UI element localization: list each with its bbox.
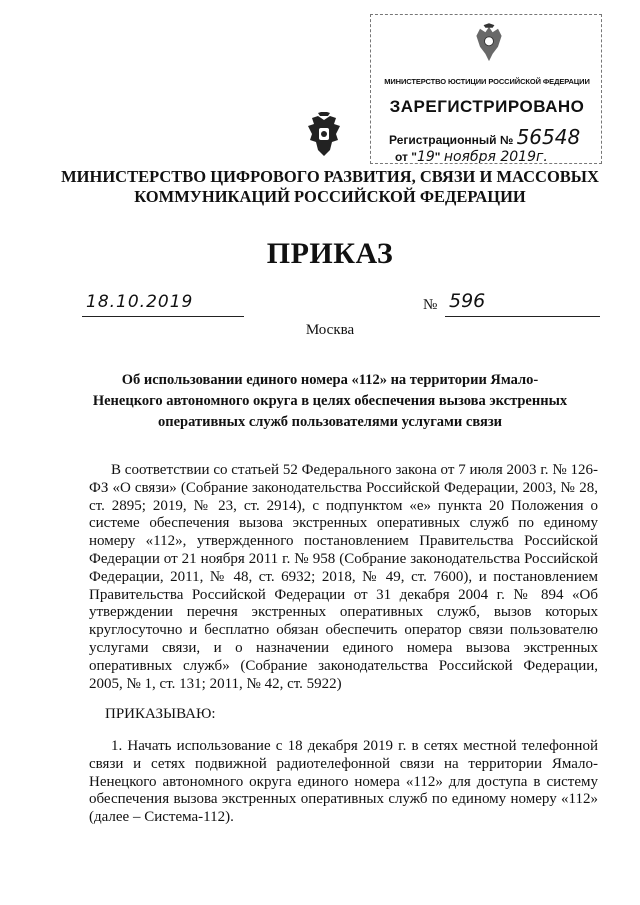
ministry-name: МИНИСТЕРСТВО ЦИФРОВОГО РАЗВИТИЯ, СВЯЗИ И МАССОВЫХ КОММУНИКАЦИЙ РОССИЙСКОЙ ФЕДЕРАЦИИ <box>61 167 599 206</box>
body-paragraph-preamble: В соответствии со статьей 52 Федерального закона от 7 июля 2003 г. № 126-ФЗ «О связи» (Собрание законодательства Российской Федерации, 2003, № 28, ст. 2895; 2019, № 23, ст. 2914), с подпунктом «е» пункта 20 Положения о системе обеспечения вызова экстренных оперативных служб по единому номеру «112», утвержденного постановлением Правительства Российской Федерации от 21 ноября 2011 г. № 958 (Собрание законодательства Российской Федерации, 2011, № 48, ст. 6932; 2018, № 49, ст. 7600), и постановлением Правительства Российской Федерации от 31 декабря 2004 г. № 894 «Об утверждении перечня экстренных оперативных служб, вызов которых круглосуточно и бесплатно обязан обеспечить оператор связи пользователю услугами связи, и о назначении единого номера вызова экстренных оперативных служб» (Собрание законодательства Российской Федерации, 2005, № 1, ст. 131; 2011, № 42, ст. 5922) <box>89 462 598 692</box>
order-number: 596 <box>449 290 486 312</box>
coat-of-arms-icon <box>471 23 507 65</box>
stamp-reg-date <box>395 149 548 164</box>
order-subject: Об использовании единого номера «112» на территории Ямало-Ненецкого автономного округа в целях обеспечения вызова экстренных оперативных служб пользователями услугами связи <box>92 372 568 430</box>
body-paragraph-item-1: 1. Начать использование с 18 декабря 2019 г. в сетях местной телефонной связи и сетях подвижной радиотелефонной связи на территории Ямало-Ненецкого автономного округа единого номера «112» для доступа в систему обеспечения вызова экстренных оперативных служб по единому номеру «112» (далее – Система-112). <box>89 738 598 826</box>
body-paragraph-order: ПРИКАЗЫВАЮ: <box>105 706 216 722</box>
stamp-reg-number <box>389 125 580 149</box>
stamp-registered-text: ЗАРЕГИСТРИРОВАНО <box>389 97 585 116</box>
stamp-reg-label: Регистрационный № <box>389 133 514 147</box>
order-date-field <box>82 292 244 317</box>
stamp-date-day: 19 <box>416 149 435 164</box>
stamp-date-month-year: ноября 2019г. <box>443 149 548 164</box>
order-number-prefix: № <box>423 297 438 313</box>
order-number-field <box>445 292 600 317</box>
stamp-date-prefix: от " <box>395 150 417 164</box>
registration-stamp <box>370 14 602 164</box>
city: Москва <box>305 322 355 338</box>
stamp-reg-number-value: 56548 <box>516 125 581 149</box>
stamp-date-sep: " <box>434 150 441 164</box>
coat-of-arms-icon <box>304 112 344 158</box>
order-date: 18.10.2019 <box>86 292 194 312</box>
stamp-ministry-text: МИНИСТЕРСТВО ЮСТИЦИИ РОССИЙСКОЙ ФЕДЕРАЦИИ <box>384 77 590 86</box>
document-title: ПРИКАЗ <box>266 237 394 270</box>
